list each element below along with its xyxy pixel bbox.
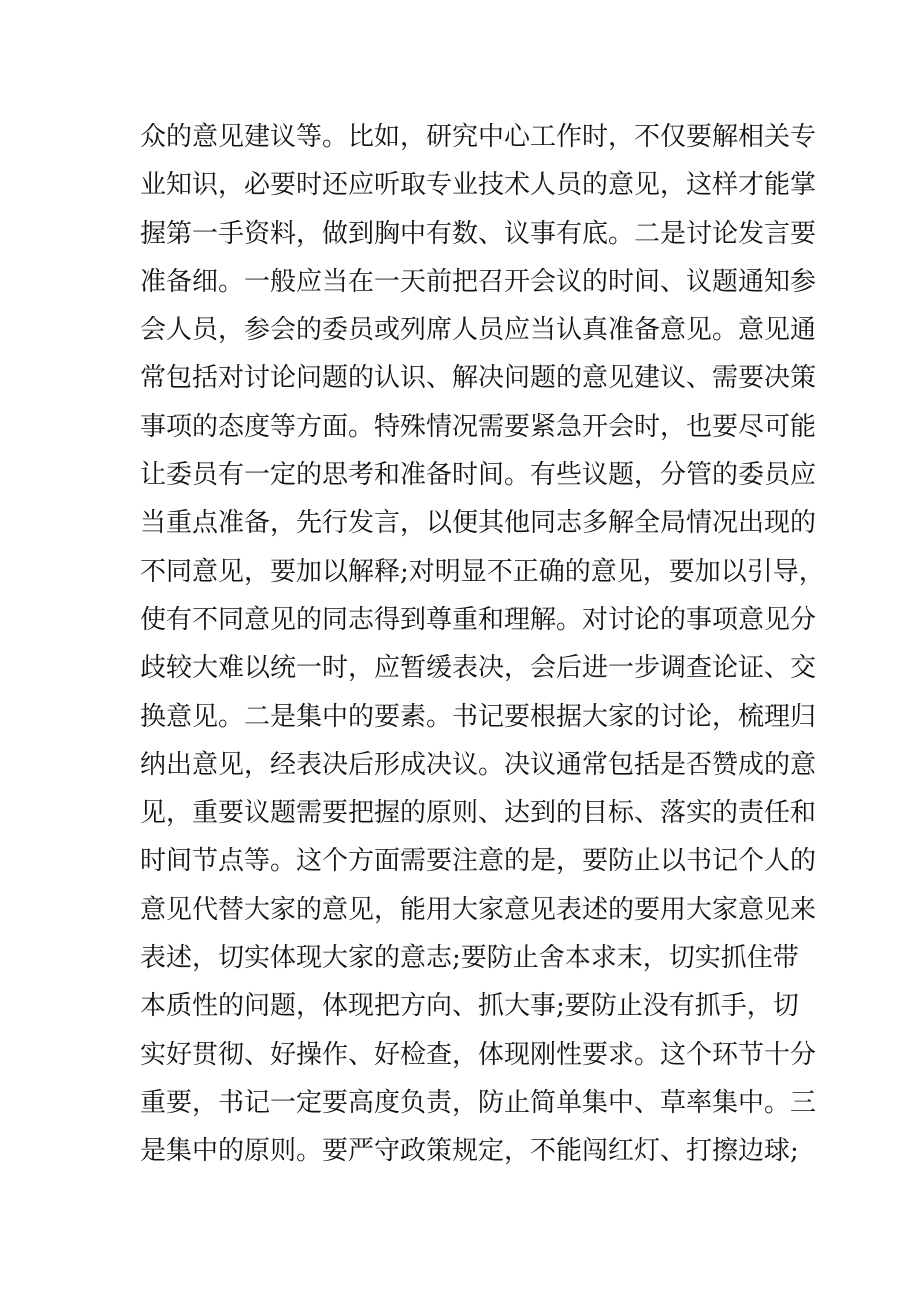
text-line-15: 见，重要议题需要把握的原则、达到的目标、落实的责任和	[140, 798, 817, 829]
text-line-20: 实好贯彻、好操作、好检查，体现刚性要求。这个环节十分	[140, 1039, 817, 1070]
text-line-14: 纳出意见，经表决后形成决议。决议通常包括是否赞成的意	[140, 749, 817, 780]
text-line-11: 使有不同意见的同志得到尊重和理解。对讨论的事项意见分	[140, 604, 817, 635]
text-line-4: 准备细。一般应当在一天前把召开会议的时间、议题通知参	[140, 266, 817, 297]
text-line-22: 是集中的原则。要严守政策规定，不能闯红灯、打擦边球;	[140, 1136, 799, 1167]
text-line-19: 本质性的问题，体现把方向、抓大事;要防止没有抓手，切	[140, 991, 799, 1022]
text-line-17: 意见代替大家的意见，能用大家意见表述的要用大家意见来	[140, 894, 817, 925]
text-line-21: 重要，书记一定要高度负责，防止简单集中、草率集中。三	[140, 1087, 817, 1118]
text-line-1: 众的意见建议等。比如，研究中心工作时，不仅要解相关专	[140, 122, 817, 152]
text-line-8: 让委员有一定的思考和准备时间。有些议题，分管的委员应	[140, 460, 817, 491]
text-line-16: 时间节点等。这个方面需要注意的是，要防止以书记个人的	[140, 846, 817, 877]
text-line-7: 事项的态度等方面。特殊情况需要紧急开会时，也要尽可能	[140, 411, 817, 442]
text-line-2: 业知识，必要时还应听取专业技术人员的意见，这样才能掌	[140, 170, 817, 201]
text-line-9: 当重点准备，先行发言，以便其他同志多解全局情况出现的	[140, 508, 817, 539]
text-line-5: 会人员，参会的委员或列席人员应当认真准备意见。意见通	[140, 315, 817, 346]
text-line-18: 表述，切实体现大家的意志;要防止舍本求末，切实抓住带	[140, 943, 799, 974]
text-line-6: 常包括对讨论问题的认识、解决问题的意见建议、需要决策	[140, 363, 817, 394]
body-text	[140, 113, 825, 1176]
text-line-10: 不同意见，要加以解释;对明显不正确的意见，要加以引导，	[140, 556, 825, 587]
text-line-3: 握第一手资料，做到胸中有数、议事有底。二是讨论发言要	[140, 218, 817, 249]
text-line-13: 换意见。二是集中的要素。书记要根据大家的讨论，梳理归	[140, 701, 817, 732]
text-line-12: 歧较大难以统一时，应暂缓表决，会后进一步调查论证、交	[140, 653, 817, 684]
